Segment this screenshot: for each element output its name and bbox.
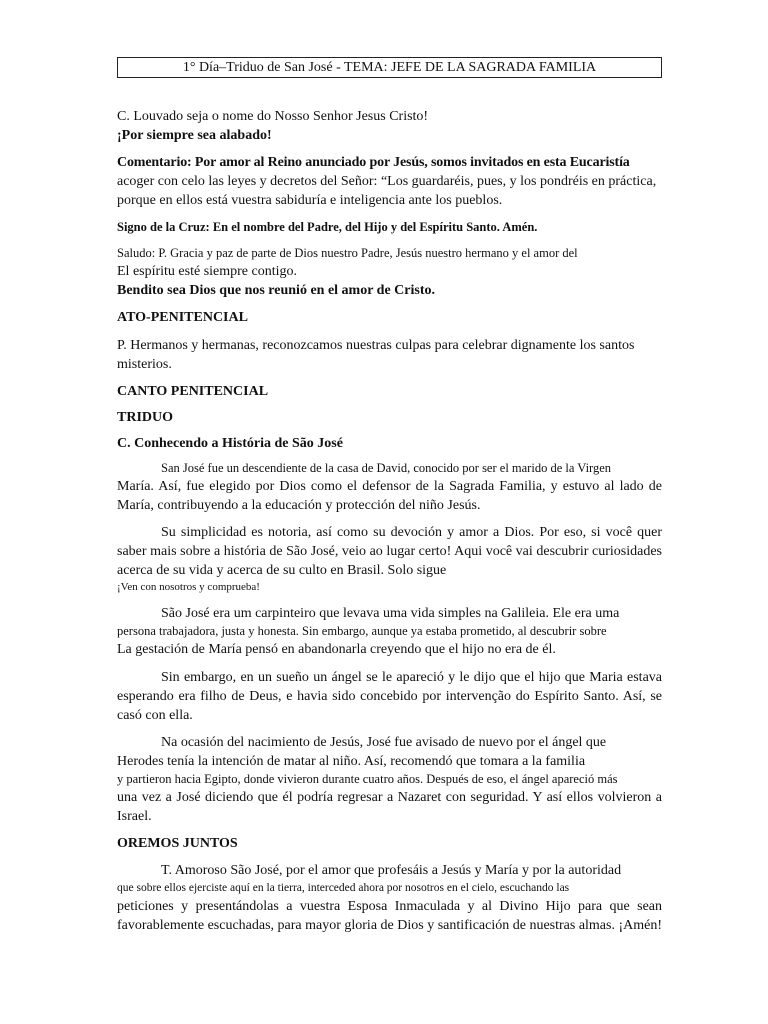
- paragraph-1: [117, 460, 662, 515]
- paragraph-text: una vez a José diciendo que él podría regresar a Nazaret con seguridad. Y así ellos volvieron a Israel.: [117, 790, 662, 824]
- oremos-heading: OREMOS JUNTOS: [117, 836, 238, 851]
- paragraph-4: Sin embargo, en un sueño un ángel se le apareció y le dijo que el hijo que Maria estava esperando era filho de Deus, e havia sido concebido por intervenção do Espírito Santo. Así, se casó con ella.: [117, 670, 662, 723]
- saludo-block: [117, 245, 662, 300]
- paragraph-line: San José fue un descendiente de la casa de David, conocido por ser el marido de la Virgen: [161, 461, 612, 475]
- saludo-response: Bendito sea Dios que nos reunió en el amor de Cristo.: [117, 283, 435, 298]
- paragraph-line: persona trabajadora, justa y honesta. Sin embargo, aunque ya estaba prometido, al descubrir sobre: [117, 624, 607, 638]
- paragraph-2: [117, 523, 662, 595]
- greeting-line: C. Louvado seja o nome do Nosso Senhor Jesus Cristo!: [117, 109, 429, 124]
- paragraph-5: [117, 733, 662, 826]
- paragraph-line: y partieron hacia Egipto, donde vivieron durante cuatro años. Después de eso, el ángel apareció más: [117, 772, 618, 786]
- historia-heading: C. Conhecendo a História de São José: [117, 436, 343, 451]
- prayer-block: [117, 861, 662, 935]
- prayer-text: peticiones y presentándolas a vuestra Esposa Inmaculada y al Divino Hijo para que sean favorablemente escuchadas, para mayor gloria de Dios y santificación de nuestras almas. ¡Amén!: [117, 899, 663, 933]
- ato-penitencial-heading: ATO-PENITENCIAL: [117, 310, 248, 325]
- signo-cruz: Signo de la Cruz: En el nombre del Padre, del Hijo y del Espíritu Santo. Amén.: [117, 220, 538, 234]
- paragraph-line: La gestación de María pensó en abandonarla creyendo que el hijo no era de él.: [117, 642, 556, 657]
- comentario-block: [117, 153, 662, 210]
- prayer-line: T. Amoroso São José, por el amor que profesáis a Jesús y María y por la autoridad: [161, 863, 622, 878]
- triduo-heading: TRIDUO: [117, 410, 174, 425]
- paragraph-text: María. Así, fue elegido por Dios como el defensor de la Sagrada Familia, y estuvo al lado de María, contribuyendo a la educación y protección del niño Jesús.: [117, 479, 662, 513]
- comentario-text: acoger con celo las leyes y decretos del Señor: “Los guardaréis, pues, y los pondréis en práctica, porque en ellos está vuestra sabiduría e inteligencia ante los pueblos.: [117, 174, 657, 208]
- paragraph-line: ¡Ven con nosotros y comprueba!: [117, 581, 260, 593]
- saludo-line: El espíritu esté siempre contigo.: [117, 264, 298, 279]
- prayer-line: que sobre ellos ejerciste aquí en la tierra, interceded ahora por nosotros en el cielo, escuchando las: [117, 882, 570, 894]
- paragraph-line: Na ocasión del nacimiento de Jesús, José fue avisado de nuevo por el ángel que: [161, 735, 607, 750]
- document-page: [117, 57, 662, 935]
- paragraph-line: São José era um carpinteiro que levava uma vida simples na Galileia. Ele era uma: [161, 606, 620, 621]
- greeting-block: [117, 107, 662, 145]
- paragraph-line: Herodes tenía la intención de matar al niño. Así, recomendó que tomara a la familia: [117, 754, 586, 769]
- comentario-heading: Comentario: Por amor al Reino anunciado por Jesús, somos invitados en esta Eucaristía: [117, 155, 630, 170]
- saludo-line: Saludo: P. Gracia y paz de parte de Dios nuestro Padre, Jesús nuestro hermano y el amor del: [117, 246, 578, 260]
- canto-penitencial-heading: CANTO PENITENCIAL: [117, 384, 269, 399]
- document-title: 1° Día–Triduo de San José - TEMA: JEFE DE LA SAGRADA FAMILIA: [117, 57, 662, 78]
- paragraph-text: Su simplicidad es notoria, así como su devoción y amor a Dios. Por eso, si você quer saber mais sobre a história de São José, veio ao lugar certo! Aqui você vai descubrir curiosidades acerca de su vida y acerca de su culto en Brasil. Solo sigue: [117, 525, 662, 578]
- greeting-response: ¡Por siempre sea alabado!: [117, 128, 272, 143]
- ato-penitencial-text: P. Hermanos y hermanas, reconozcamos nuestras culpas para celebrar dignamente los santos misterios.: [117, 338, 635, 372]
- paragraph-3: [117, 604, 662, 659]
